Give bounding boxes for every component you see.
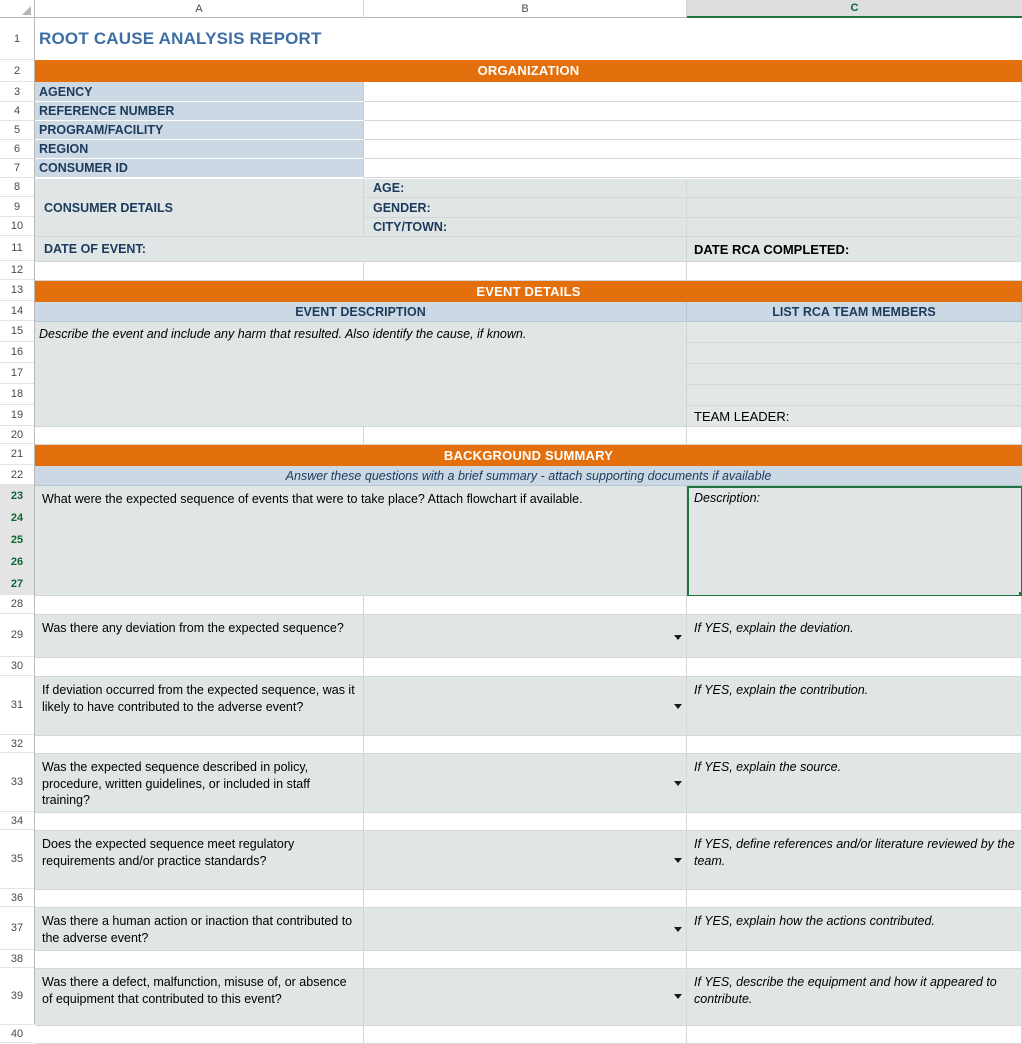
label-gender: GENDER: <box>364 198 687 218</box>
question-4-text-cell[interactable] <box>35 831 364 890</box>
blank-cell-c20[interactable] <box>687 427 1022 445</box>
row-header-30[interactable]: 30 <box>0 657 34 676</box>
page-title: ROOT CAUSE ANALYSIS REPORT <box>35 18 1022 60</box>
row-header-8[interactable]: 8 <box>0 178 34 197</box>
chevron-down-icon-1[interactable] <box>674 635 682 640</box>
column-header-row <box>0 0 1022 18</box>
question-6-hint: If YES, describe the equipment and how it appeared to contribute. <box>694 975 997 1006</box>
row-header-40[interactable]: 40 <box>0 1025 34 1043</box>
blank-cell-a12[interactable] <box>35 262 364 281</box>
row-header-10[interactable]: 10 <box>0 217 34 236</box>
input-gender[interactable] <box>687 198 1022 218</box>
blank-cell-c38[interactable] <box>687 951 1022 969</box>
label-consumer-details: CONSUMER DETAILS <box>35 179 364 237</box>
question-6-text: Was there a defect, malfunction, misuse of, or absence of equipment that contributed to this event? <box>42 975 347 1006</box>
question-2-text: If deviation occurred from the expected sequence, was it likely to have contributed to the adverse event? <box>42 683 355 714</box>
row-header-4[interactable]: 4 <box>0 102 34 121</box>
row-header-1[interactable]: 1 <box>0 18 34 60</box>
question-1-text: Was there any deviation from the expected sequence? <box>42 621 344 635</box>
question-0-text: What were the expected sequence of events that were to take place? Attach flowchart if available. <box>42 492 583 506</box>
blank-cell-c30[interactable] <box>687 658 1022 677</box>
input-age[interactable] <box>687 179 1022 198</box>
row-header-16[interactable]: 16 <box>0 342 34 363</box>
question-0-answer-label: Description: <box>694 491 760 505</box>
section-band-background-summary: BACKGROUND SUMMARY <box>35 445 1022 466</box>
blank-cell-c34[interactable] <box>687 813 1022 831</box>
blank-cell-c36[interactable] <box>687 890 1022 908</box>
row-header-34[interactable]: 34 <box>0 812 34 830</box>
label-date-of-event[interactable]: DATE OF EVENT: <box>35 237 687 262</box>
blank-cell-a36[interactable] <box>35 890 364 908</box>
blank-cell-a28[interactable] <box>35 596 364 615</box>
question-4-hint-cell[interactable] <box>687 831 1022 890</box>
question-6-text-cell[interactable] <box>35 969 364 1026</box>
blank-cell-c28[interactable] <box>687 596 1022 615</box>
input-consumer-id[interactable] <box>364 159 1022 178</box>
blank-cell-b36[interactable] <box>364 890 687 908</box>
question-1-dropdown[interactable] <box>364 615 687 658</box>
question-0-answer-cell[interactable] <box>687 486 1022 596</box>
row-header-14[interactable]: 14 <box>0 301 34 321</box>
blank-cell-a40[interactable] <box>35 1026 364 1044</box>
blank-cell-b38[interactable] <box>364 951 687 969</box>
row-header-23[interactable]: 23 <box>0 485 34 507</box>
blank-cell-a30[interactable] <box>35 658 364 677</box>
event-description-prompt: Describe the event and include any harm that resulted. Also identify the cause, if known. <box>39 327 527 341</box>
row-header-27[interactable]: 27 <box>0 573 34 595</box>
chevron-down-icon-4[interactable] <box>674 858 682 863</box>
label-agency: AGENCY <box>35 82 364 102</box>
question-3-dropdown[interactable] <box>364 754 687 813</box>
row-header-22[interactable]: 22 <box>0 465 34 485</box>
background-summary-instruction: Answer these questions with a brief summary - attach supporting documents if available <box>35 466 1022 486</box>
row-header-38[interactable]: 38 <box>0 950 34 968</box>
column-title-event-description: EVENT DESCRIPTION <box>35 302 687 322</box>
row-header-15[interactable]: 15 <box>0 321 34 342</box>
section-band-event-details: EVENT DETAILS <box>35 281 1022 302</box>
question-4-text: Does the expected sequence meet regulatory requirements and/or practice standards? <box>42 837 295 868</box>
question-2-text-cell[interactable] <box>35 677 364 736</box>
label-team-leader[interactable]: TEAM LEADER: <box>687 406 1022 427</box>
question-1-text-cell[interactable] <box>35 615 364 658</box>
question-5-hint: If YES, explain how the actions contributed. <box>694 914 935 928</box>
row-header-19[interactable]: 19 <box>0 405 34 426</box>
label-program-facility: PROGRAM/FACILITY <box>35 121 364 140</box>
question-5-text-cell[interactable] <box>35 908 364 951</box>
label-reference-number: REFERENCE NUMBER <box>35 102 364 121</box>
blank-cell-c32[interactable] <box>687 736 1022 754</box>
question-1-hint: If YES, explain the deviation. <box>694 621 854 635</box>
grid-area <box>35 18 1022 1024</box>
chevron-down-icon-6[interactable] <box>674 994 682 999</box>
blank-cell-c40[interactable] <box>687 1026 1022 1044</box>
row-header-28[interactable]: 28 <box>0 595 34 614</box>
column-header-b[interactable]: B <box>364 0 687 18</box>
label-date-rca-completed[interactable]: DATE RCA COMPLETED: <box>687 237 1022 262</box>
row-header-21[interactable]: 21 <box>0 444 34 465</box>
row-header-6[interactable]: 6 <box>0 140 34 159</box>
blank-cell-b12[interactable] <box>364 262 687 281</box>
blank-cell-b32[interactable] <box>364 736 687 754</box>
event-description-textarea[interactable] <box>35 322 687 427</box>
input-reference-number[interactable] <box>364 102 1022 121</box>
question-3-text-cell[interactable] <box>35 754 364 813</box>
question-3-hint: If YES, explain the source. <box>694 760 842 774</box>
row-header-25[interactable]: 25 <box>0 529 34 551</box>
column-header-a[interactable]: A <box>35 0 364 18</box>
question-2-hint-cell[interactable] <box>687 677 1022 736</box>
blank-cell-b20[interactable] <box>364 427 687 445</box>
label-age: AGE: <box>364 179 687 198</box>
label-consumer-id: CONSUMER ID <box>35 159 364 178</box>
input-city-town[interactable] <box>687 218 1022 237</box>
question-0-text-cell[interactable] <box>35 486 687 596</box>
row-header-9[interactable]: 9 <box>0 197 34 217</box>
row-header-24[interactable]: 24 <box>0 507 34 529</box>
row-header-32[interactable]: 32 <box>0 735 34 753</box>
label-region: REGION <box>35 140 364 159</box>
blank-cell-a20[interactable] <box>35 427 364 445</box>
blank-cell-a32[interactable] <box>35 736 364 754</box>
question-2-dropdown[interactable] <box>364 677 687 736</box>
blank-cell-b40[interactable] <box>364 1026 687 1044</box>
column-header-c[interactable]: C <box>687 0 1022 18</box>
input-region[interactable] <box>364 140 1022 159</box>
row-header-3[interactable]: 3 <box>0 82 34 102</box>
question-3-text: Was the expected sequence described in policy, procedure, written guidelines, or included in staff training? <box>42 760 310 807</box>
row-header-gutter <box>0 18 35 1040</box>
question-2-hint: If YES, explain the contribution. <box>694 683 869 697</box>
row-header-17[interactable]: 17 <box>0 363 34 384</box>
question-4-hint: If YES, define references and/or literature reviewed by the team. <box>694 837 1015 868</box>
section-band-organization: ORGANIZATION <box>35 60 1022 82</box>
blank-cell-c12[interactable] <box>687 262 1022 281</box>
column-title-rca-team-members: LIST RCA TEAM MEMBERS <box>687 302 1022 322</box>
input-team-member-2[interactable] <box>687 343 1022 364</box>
row-header-13[interactable]: 13 <box>0 280 34 301</box>
question-5-hint-cell[interactable] <box>687 908 1022 951</box>
chevron-down-icon-2[interactable] <box>674 704 682 709</box>
row-header-33[interactable]: 33 <box>0 753 34 812</box>
input-agency[interactable] <box>364 82 1022 102</box>
row-header-35[interactable]: 35 <box>0 830 34 889</box>
select-all-corner[interactable] <box>0 0 35 18</box>
row-header-39[interactable]: 39 <box>0 968 34 1025</box>
triangle-corner-icon <box>22 6 31 15</box>
row-header-12[interactable]: 12 <box>0 261 34 280</box>
blank-cell-a38[interactable] <box>35 951 364 969</box>
input-team-member-1[interactable] <box>687 322 1022 343</box>
blank-cell-a34[interactable] <box>35 813 364 831</box>
label-city-town: CITY/TOWN: <box>364 218 687 237</box>
row-header-26[interactable]: 26 <box>0 551 34 573</box>
row-header-31[interactable]: 31 <box>0 676 34 735</box>
question-4-dropdown[interactable] <box>364 831 687 890</box>
question-6-dropdown[interactable] <box>364 969 687 1026</box>
row-header-7[interactable]: 7 <box>0 159 34 178</box>
chevron-down-icon-3[interactable] <box>674 781 682 786</box>
input-team-member-3[interactable] <box>687 364 1022 385</box>
row-header-2[interactable]: 2 <box>0 60 34 82</box>
chevron-down-icon-5[interactable] <box>674 927 682 932</box>
question-1-hint-cell[interactable] <box>687 615 1022 658</box>
question-5-dropdown[interactable] <box>364 908 687 951</box>
input-program-facility[interactable] <box>364 121 1022 140</box>
input-team-member-4[interactable] <box>687 385 1022 406</box>
blank-cell-b30[interactable] <box>364 658 687 677</box>
row-header-29[interactable]: 29 <box>0 614 34 657</box>
question-5-text: Was there a human action or inaction that contributed to the adverse event? <box>42 914 353 945</box>
row-header-37[interactable]: 37 <box>0 907 34 950</box>
blank-cell-b34[interactable] <box>364 813 687 831</box>
row-header-20[interactable]: 20 <box>0 426 34 444</box>
row-header-36[interactable]: 36 <box>0 889 34 907</box>
row-header-11[interactable]: 11 <box>0 236 34 261</box>
blank-cell-b28[interactable] <box>364 596 687 615</box>
row-header-5[interactable]: 5 <box>0 121 34 140</box>
question-6-hint-cell[interactable] <box>687 969 1022 1026</box>
row-header-18[interactable]: 18 <box>0 384 34 405</box>
question-3-hint-cell[interactable] <box>687 754 1022 813</box>
